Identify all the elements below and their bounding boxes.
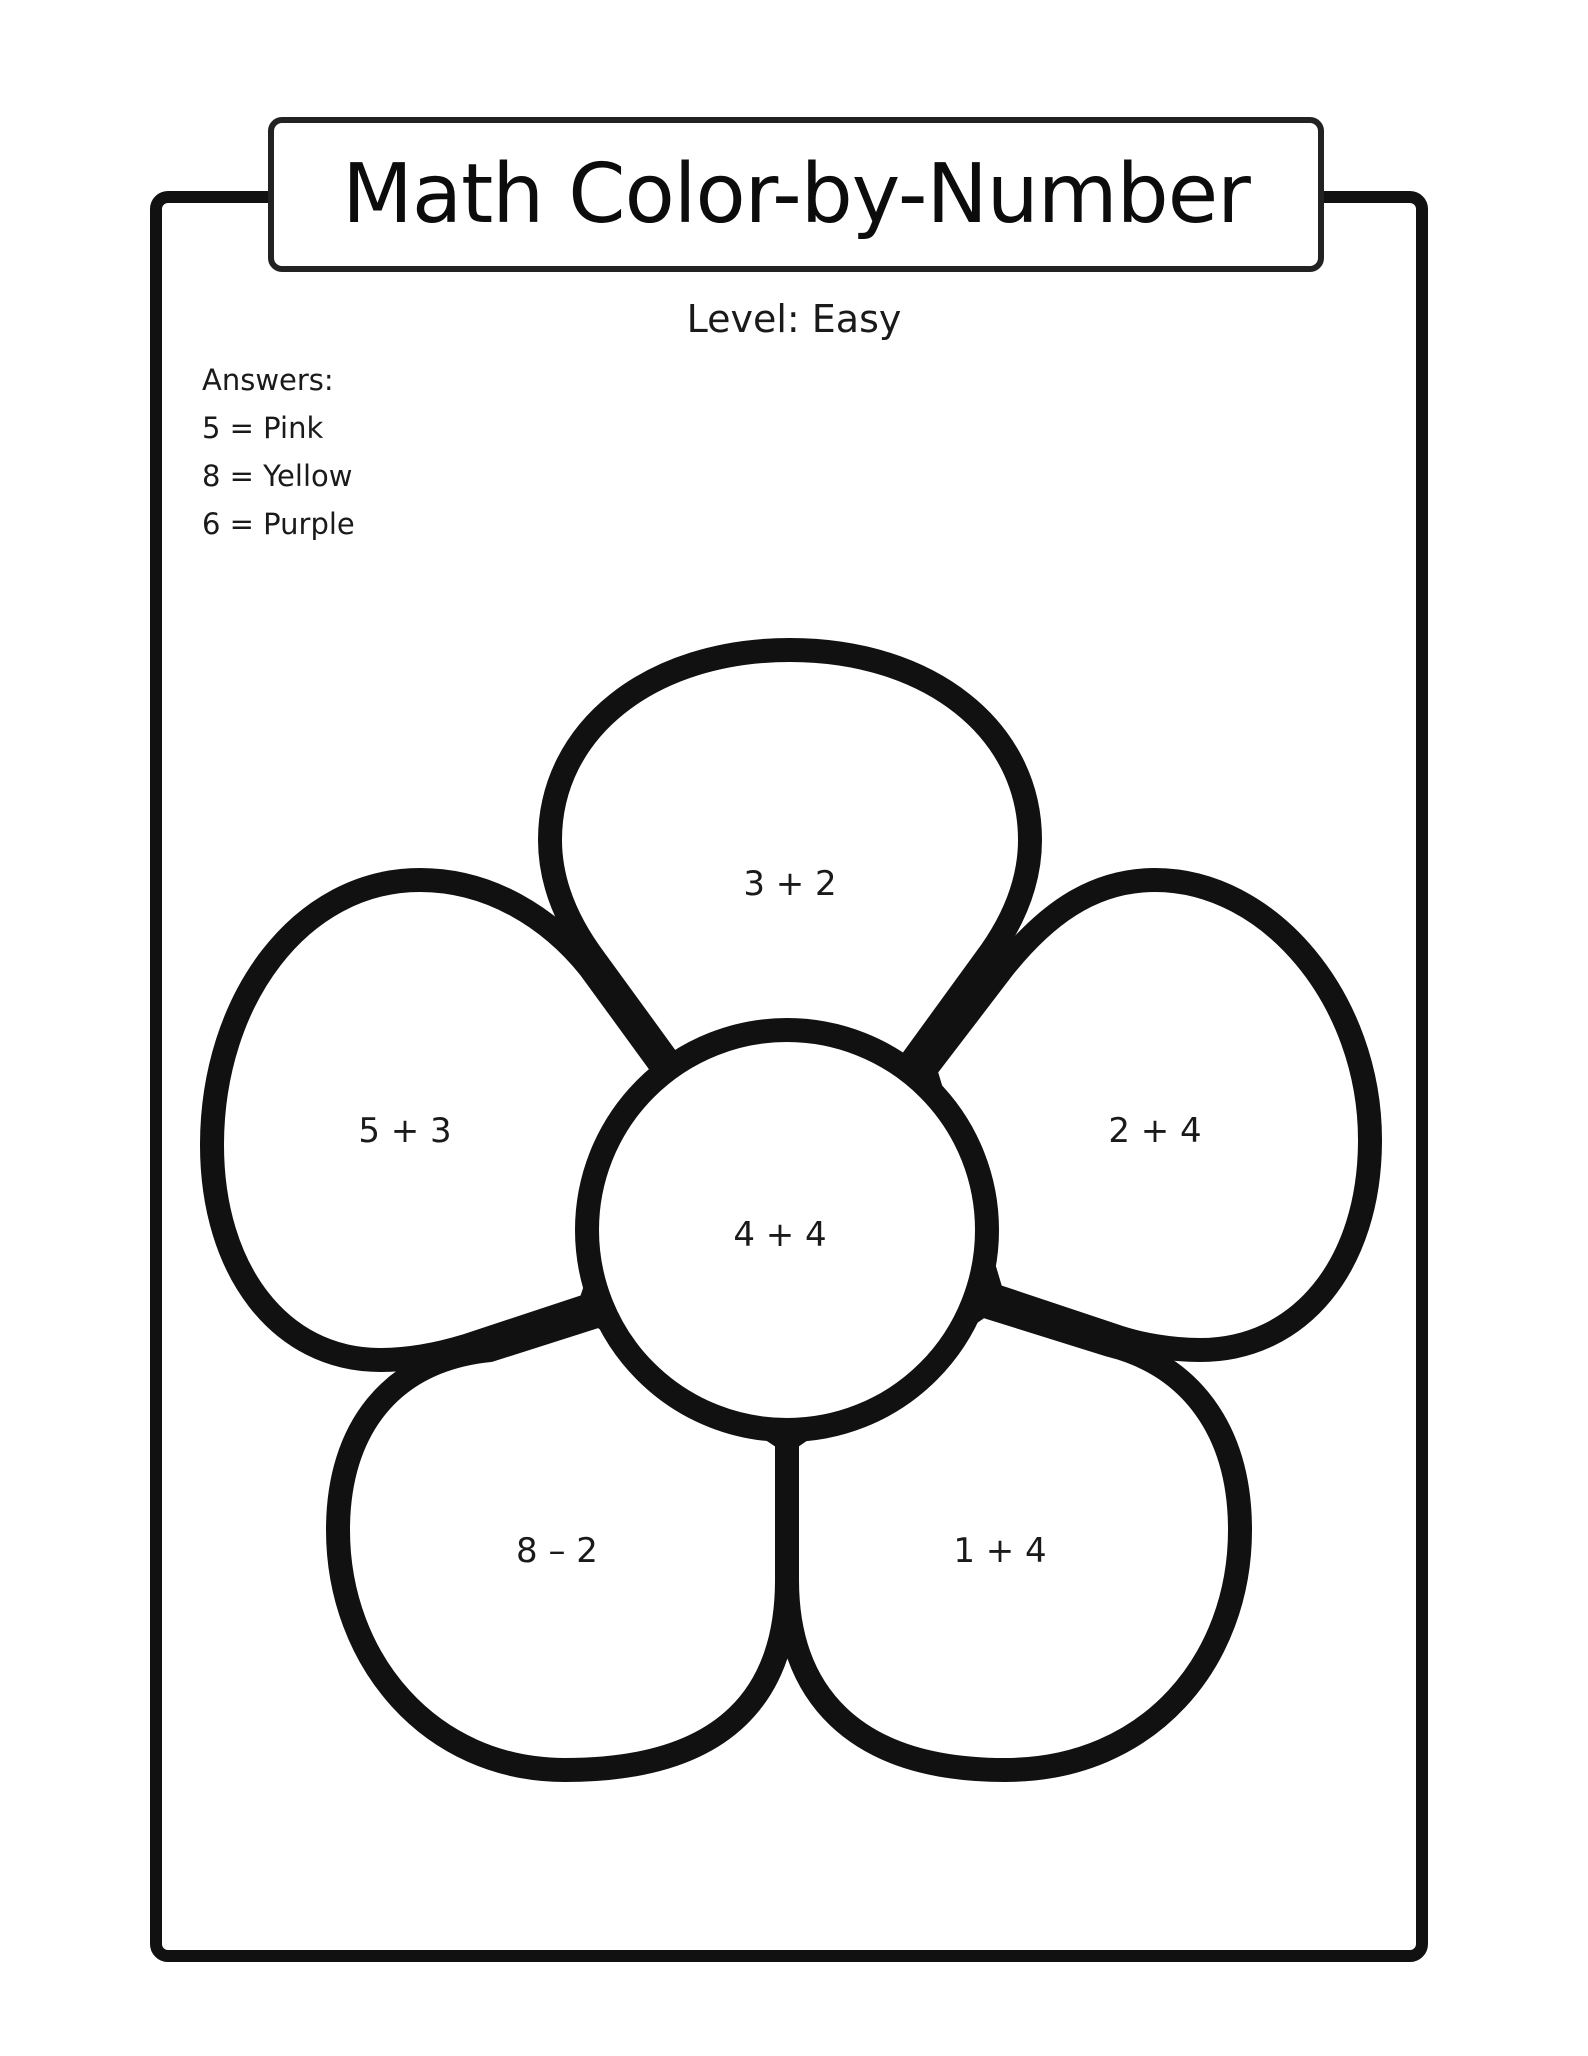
answer-key-heading: Answers: bbox=[202, 363, 334, 397]
level-label: Level: Easy bbox=[686, 297, 902, 341]
petal-bottom-right-label: 1 + 4 bbox=[953, 1531, 1047, 1571]
petal-left-label: 5 + 3 bbox=[358, 1111, 452, 1151]
petal-right-label: 2 + 4 bbox=[1108, 1111, 1202, 1151]
center-label: 4 + 4 bbox=[733, 1215, 827, 1255]
answer-key-item: 6 = Purple bbox=[202, 507, 355, 541]
answer-key-item: 5 = Pink bbox=[202, 411, 324, 445]
petal-bottom-left-label: 8 – 2 bbox=[516, 1531, 598, 1571]
petal-top-label: 3 + 2 bbox=[743, 864, 837, 904]
answer-key-item: 8 = Yellow bbox=[202, 459, 353, 493]
page-title: Math Color-by-Number bbox=[342, 147, 1250, 242]
